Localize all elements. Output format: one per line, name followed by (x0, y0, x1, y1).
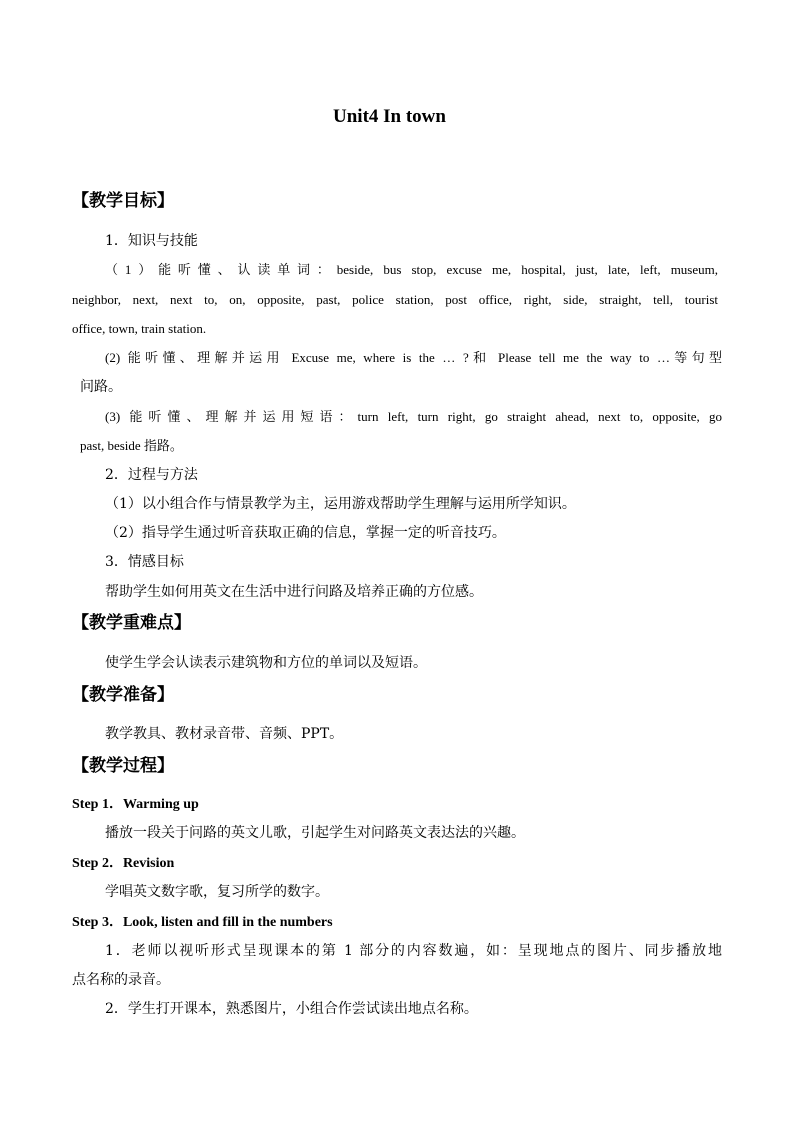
paragraph-line: （1）能听懂、认读单词：beside, bus stop, excuse me, hospital, just, late, left, museum, (105, 262, 718, 277)
subheading-emotion: 3．情感目标 (105, 554, 184, 570)
paragraph-line: （1）以小组合作与情景教学为主，运用游戏帮助学生理解与运用所学知识。 (105, 496, 576, 512)
subheading-knowledge: 1．知识与技能 (105, 233, 198, 249)
paragraph-line: (2) 能听懂、理解并运用 Excuse me, where is the … ?和 Please tell me the way to …等句型 (105, 350, 722, 365)
section-heading-objectives: 【教学目标】 (72, 191, 174, 211)
section-heading-key-points: 【教学重难点】 (72, 613, 191, 633)
paragraph-line: （2）指导学生通过听音获取正确的信息，掌握一定的听音技巧。 (105, 525, 506, 541)
paragraph-line: 2．学生打开课本，熟悉图片，小组合作尝试读出地点名称。 (105, 1001, 478, 1017)
paragraph-line: 问路。 (80, 379, 122, 395)
paragraph-line: 1．老师以视听形式呈现课本的第 1 部分的内容数遍，如：呈现地点的图片、同步播放地 (105, 943, 722, 959)
section-heading-preparation: 【教学准备】 (72, 685, 174, 705)
document-title: Unit4 In town (333, 106, 446, 127)
paragraph-line: 学唱英文数字歌，复习所学的数字。 (105, 884, 329, 900)
paragraph-line: 教学教具、教材录音带、音频、PPT。 (105, 726, 344, 742)
paragraph-line: 使学生学会认读表示建筑物和方位的单词以及短语。 (105, 655, 427, 671)
section-heading-process: 【教学过程】 (72, 756, 174, 776)
paragraph-line: (3) 能听懂、理解并运用短语：turn left, turn right, go straight ahead, next to, opposite, go (105, 409, 722, 424)
paragraph-line: 帮助学生如何用英文在生活中进行问路及培养正确的方位感。 (105, 584, 483, 600)
subheading-process: 2．过程与方法 (105, 467, 198, 483)
step-heading: Step 2．Revision (72, 856, 175, 871)
paragraph-line: 播放一段关于问路的英文儿歌，引起学生对问路英文表达法的兴趣。 (105, 825, 525, 841)
paragraph-line: office, town, train station. (72, 321, 207, 336)
step-heading: Step 1．Warming up (72, 797, 199, 812)
step-heading: Step 3．Look, listen and fill in the numbers (72, 915, 333, 930)
paragraph-line: past, beside 指路。 (80, 438, 183, 453)
paragraph-line: neighbor, next, next to, on, opposite, past, police station, post office, right, side, straight, tell, tourist (72, 292, 718, 307)
paragraph-line: 点名称的录音。 (72, 972, 170, 988)
